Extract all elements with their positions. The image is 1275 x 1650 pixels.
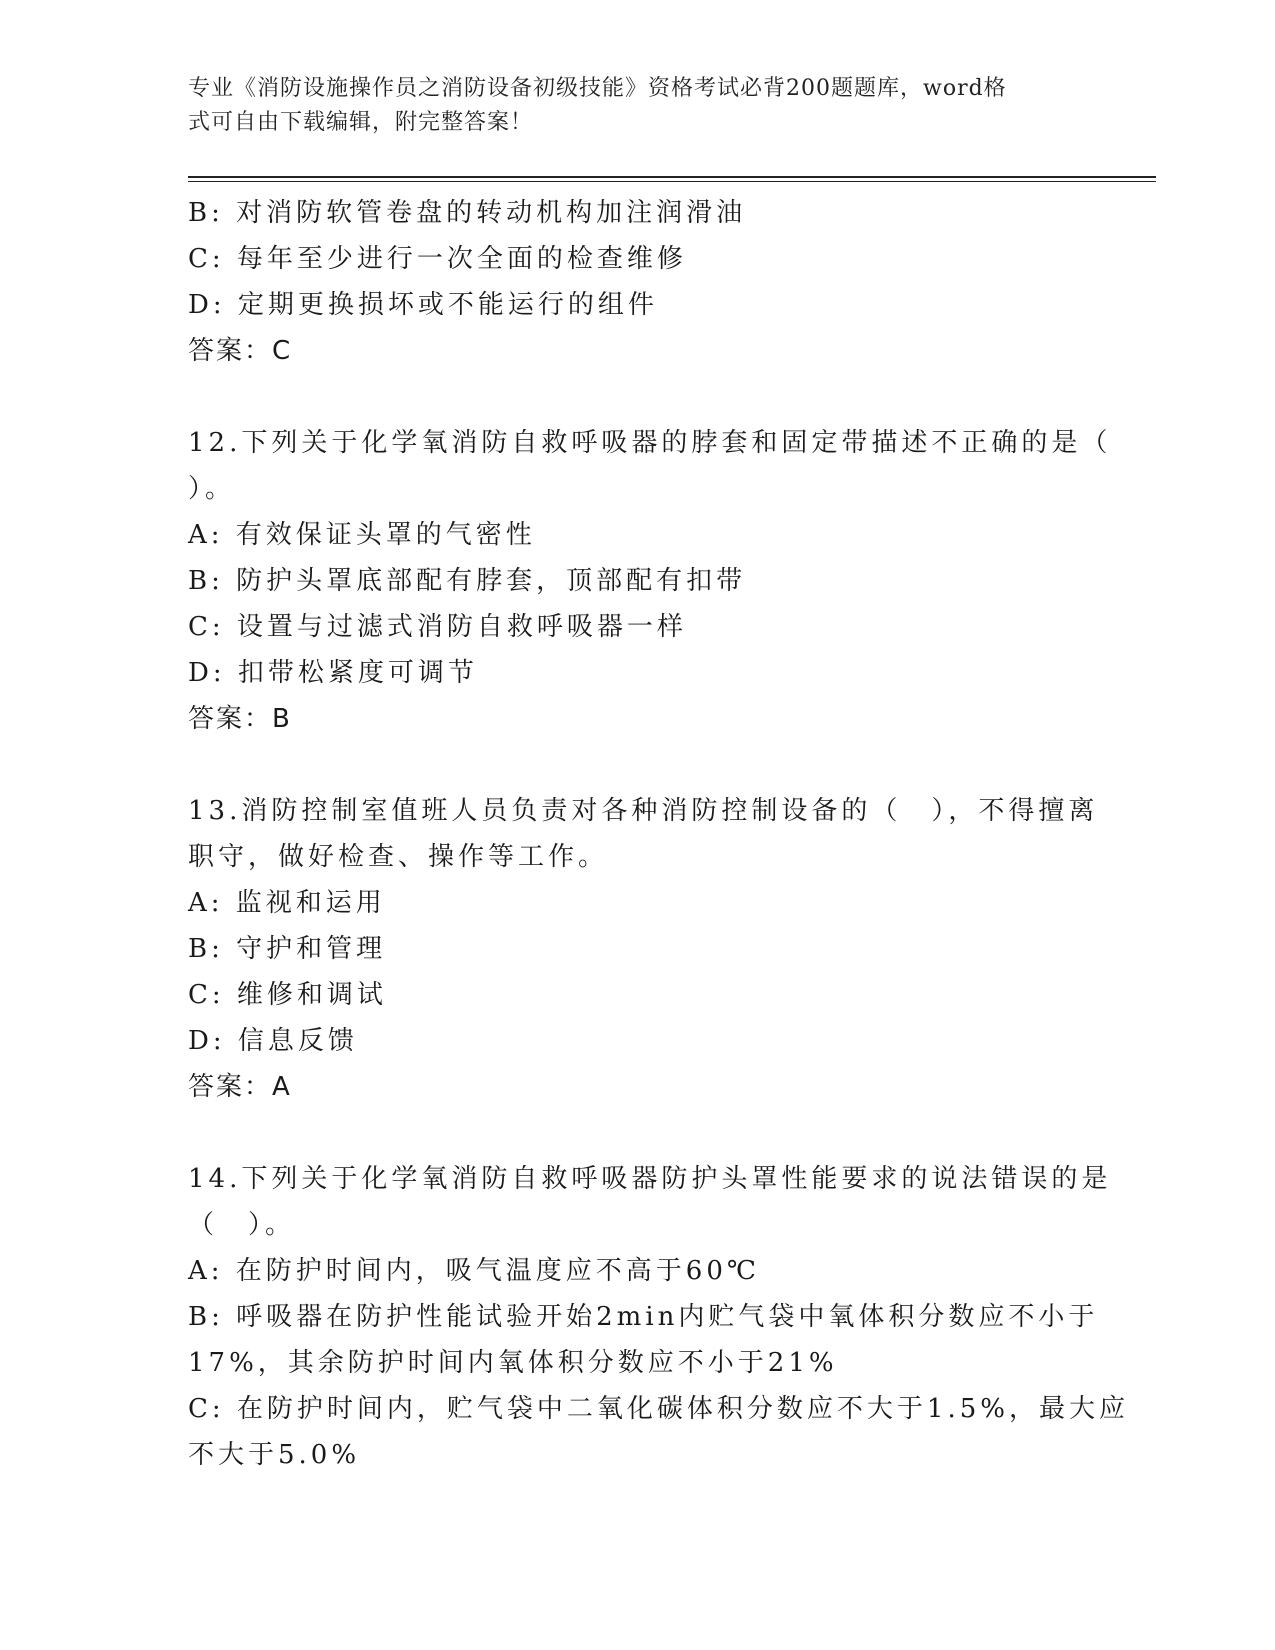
q14-stem-line-2: （ ）。 bbox=[188, 1210, 296, 1240]
q12-answer: 答案：B bbox=[188, 704, 292, 734]
header-divider-thin bbox=[188, 181, 1156, 182]
question-13 bbox=[188, 788, 1099, 1110]
q11-answer: 答案：C bbox=[188, 336, 293, 366]
q14-option-b-line-2: 17%，其余防护时间内氧体积分数应不小于21% bbox=[188, 1348, 838, 1378]
q14-option-c-line-2: 不大于5.0% bbox=[188, 1440, 361, 1470]
q13-answer: 答案：A bbox=[188, 1072, 292, 1102]
question-14 bbox=[188, 1156, 1129, 1478]
q12-option-b: B: 防护头罩底部配有脖套，顶部配有扣带 bbox=[188, 566, 747, 596]
q12-option-d: D: 扣带松紧度可调节 bbox=[188, 658, 478, 688]
header-line-1: 专业《消防设施操作员之消防设备初级技能》资格考试必背200题题库，word格 bbox=[188, 76, 1007, 101]
q12-option-c: C: 设置与过滤式消防自救呼吸器一样 bbox=[188, 612, 687, 642]
q13-option-b: B: 守护和管理 bbox=[188, 934, 387, 964]
q13-stem-line-1: 13.消防控制室值班人员负责对各种消防控制设备的（ ），不得擅离 bbox=[188, 796, 1099, 826]
q11-option-c: C: 每年至少进行一次全面的检查维修 bbox=[188, 244, 687, 274]
spacer bbox=[188, 1110, 1088, 1156]
q14-option-c-line-1: C: 在防护时间内，贮气袋中二氧化碳体积分数应不大于1.5%，最大应 bbox=[188, 1394, 1129, 1424]
header-line-2: 式可自由下载编辑，附完整答案！ bbox=[188, 110, 534, 135]
q14-option-a: A: 在防护时间内，吸气温度应不高于60℃ bbox=[188, 1256, 760, 1286]
spacer bbox=[188, 374, 1088, 420]
q13-option-d: D: 信息反馈 bbox=[188, 1026, 358, 1056]
q13-option-a: A: 监视和运用 bbox=[188, 888, 386, 918]
q12-stem-line-2: ）。 bbox=[188, 474, 236, 504]
q12-option-a: A: 有效保证头罩的气密性 bbox=[188, 520, 536, 550]
header-divider bbox=[188, 176, 1156, 178]
spacer bbox=[188, 742, 1088, 788]
q12-stem-line-1: 12.下列关于化学氧消防自救呼吸器的脖套和固定带描述不正确的是（ bbox=[188, 428, 1112, 458]
q11-option-b: B: 对消防软管卷盘的转动机构加注润滑油 bbox=[188, 198, 747, 228]
question-11 bbox=[188, 190, 1088, 374]
q13-stem-line-2: 职守，做好检查、操作等工作。 bbox=[188, 842, 609, 872]
q13-option-c: C: 维修和调试 bbox=[188, 980, 387, 1010]
document-header bbox=[188, 72, 1068, 140]
q11-option-d: D: 定期更换损坏或不能运行的组件 bbox=[188, 290, 658, 320]
question-12 bbox=[188, 420, 1112, 742]
question-list bbox=[188, 190, 1129, 1478]
q14-option-b-line-1: B: 呼吸器在防护性能试验开始2min内贮气袋中氧体积分数应不小于 bbox=[188, 1302, 1099, 1332]
q14-stem-line-1: 14.下列关于化学氧消防自救呼吸器防护头罩性能要求的说法错误的是 bbox=[188, 1164, 1112, 1194]
